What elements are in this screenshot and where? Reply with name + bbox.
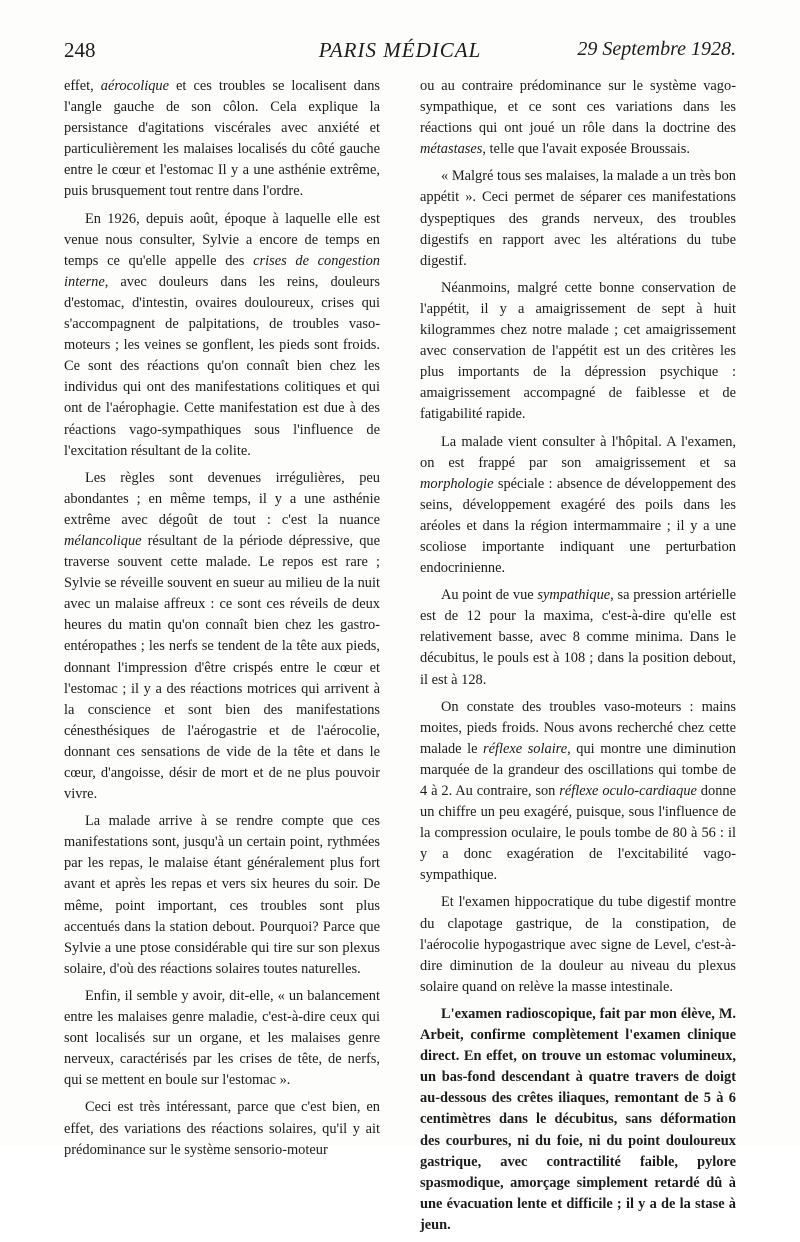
page-number: 248 — [64, 38, 96, 62]
text-run: La malade arrive à se rendre compte que ces manifestations sont, jusqu'à un certain point, rythmées par les repas, le malaise étant généralement plus fort avant et après les repas et vers six heures du soir. De même, point important, ces troubles sont plus accentués dans la station debout. Pourquoi? Parce que Sylvie a une ptose considérable qui tire sur son plexus solaire, d'où des réactions solaires toutes naturelles. — [64, 813, 380, 977]
text-run: Néanmoins, malgré cette bonne conservation de l'appétit, il y a amaigrissement de sept à huit kilogrammes chez notre malade ; cet amaigrissement avec conservation de l'appétit est un des critères les plus importants de la dépression psychique : amaigrissement accompagné de faiblesse et de fatigabilité rapide. — [420, 279, 736, 423]
paragraph — [64, 811, 380, 980]
italic-term: mélancolique — [64, 532, 142, 549]
italic-term: métastases — [420, 141, 483, 158]
text-run: , qui montre une diminution marquée de la grandeur des oscillations qui tombe de 4 à 2. Au contraire, son — [420, 740, 736, 799]
paragraph — [420, 892, 736, 997]
italic-term: réflexe solaire — [483, 740, 568, 757]
italic-term: sympathique — [537, 587, 611, 604]
text-run: L'examen radioscopique, fait par mon élève, M. Arbeit, confirme complètement l'examen clinique direct. En effet, on trouve un estomac volumineux, un bas-fond descendant à quatre travers de doigt au-dessous des crêtes iliaques, remontant de 5 à 6 centimètres dans le décubitus, sans déformation des courbures, ni du foie, ni du point douloureux gastrique, avec contractilité faible, pylore spasmodique, amorçage simplement retardé dû à une évacuation lente et difficile ; il y a de la stase à jeun. — [420, 1005, 736, 1233]
text-run: En 1926, depuis août, époque à laquelle elle est venue nous consulter, Sylvie a encore de temps en temps ce qu'elle appelle des — [64, 210, 380, 269]
paragraph — [420, 76, 736, 160]
paragraph — [420, 697, 736, 887]
paragraph — [420, 432, 736, 580]
text-run: et ces troubles se localisent dans l'angle gauche de son côlon. Cela explique la persistance d'agitations viscérales avec anxiété et particulièrement les malaises localisés du côté gauche entre le cœur et l'estomac Il y a une asthénie extrême, puis brusquement tout rentre dans l'ordre. — [64, 78, 380, 200]
italic-term: morphologie — [420, 475, 494, 492]
text-run: , telle que l'avait exposée Broussais. — [482, 141, 690, 158]
text-run: Et l'examen hippocratique du tube digestif montre du clapotage gastrique, de la constipation, de l'aérocolie hypogastrique avec signe de Level, c'est-à-dire diminution de la douleur au niveau du plexus solaire quand on relève la masse intestinale. — [420, 894, 736, 995]
paragraph — [64, 209, 380, 462]
italic-term: aérocolique — [100, 78, 169, 94]
left-column — [64, 76, 380, 1167]
paragraph — [420, 585, 736, 690]
italic-term: crises de congestion interne — [64, 252, 381, 290]
paragraph — [420, 278, 736, 426]
italic-term: réflexe oculo-cardiaque — [559, 783, 697, 799]
paragraph — [64, 468, 380, 806]
paragraph — [64, 1097, 380, 1160]
text-run: Ceci est très intéressant, parce que c'est bien, en effet, des variations des réactions solaires, qu'il y ait prédominance sur le système sensorio-moteur — [64, 1099, 380, 1158]
issue-date: 29 Septembre 1928. — [577, 38, 736, 60]
paragraph — [420, 166, 736, 271]
right-column — [420, 76, 736, 1242]
text-run: « Malgré tous ses malaises, la malade a un très bon appétit ». Ceci permet de séparer ces manifestations dyspeptiques des grands nerveux, des troubles digestifs en rapport avec les altérations du tube digestif. — [420, 168, 736, 269]
text-run: spéciale : absence de développement des seins, développement exagéré des poils dans les aréoles et dans la région intermammaire ; il y a une scoliose importante indiquant une perturbation endocrinienne. — [420, 475, 736, 577]
text-run: Enfin, il semble y avoir, dit-elle, « un balancement entre les malaises genre maladie, c'est-à-dire ceux qui sont localisés sur un organe, et les malaises genre nerveux, caractérisés par les crises de tête, de nerfs, qui se mettent en boule sur l'estomac ». — [64, 987, 380, 1089]
text-run: La malade vient consulter à l'hôpital. A l'examen, on est frappé par son amaigrissement et sa — [420, 433, 736, 471]
paragraph — [64, 986, 380, 1091]
text-run: ou au contraire prédominance sur le système vago-sympathique, et ce sont ces variations dans les réactions qui ont joué un rôle dans la doctrine des — [420, 78, 736, 137]
journal-title: PARIS MÉDICAL — [318, 38, 482, 62]
text-run: Les règles sont devenues irrégulières, peu abondantes ; en même temps, il y a une asthénie extrême avec dégoût de tout : c'est la nuance — [64, 469, 380, 528]
text-run: Au point de vue — [441, 587, 538, 604]
text-run: , avec douleurs dans les reins, douleurs d'estomac, d'intestin, ovaires douloureux, crises qui s'accompagnent de palpitations, de troubles vaso-moteurs ; les veines se gonflent, les pieds sont froids. Ce sont des réactions qu'on connaît bien chez les individus qui ont des manifestations colitiques et qui ont de l'aérophagie. Cette manifestation est due à des réactions vago-sympathiques sous l'influence de l'excitation résultant de la colite. — [64, 273, 380, 459]
text-run: résultant de la période dépressive, que traverse souvent cette malade. Le repos est rare ; Sylvie se réveille souvent en sueur au milieu de la nuit avec un malaise affreux : ce sont ces réveils de deux heures du matin qu'on connaît bien chez les gastro-entéropathes ; les nerfs se tendent de la tête aux pieds, donnant l'impression d'être crispés entre le cœur et l'estomac ; il y a des réactions motrices qui arrivent à la conscience et sont bien des manifestations cénesthésiques de l'aérogastrie et de l'aérocolie, donnant ces sensations de vide de la tête et dans le cœur, d'angoisse, désir de mort et de ne plus pouvoir vivre. — [64, 532, 380, 803]
text-run: On constate des troubles vaso-moteurs : mains moites, pieds froids. Nous avons recherché chez cette malade le — [420, 698, 736, 757]
running-header — [64, 38, 736, 68]
text-run: donne un chiffre un peu exagéré, puisque, sous l'influence de la compression oculaire, le pouls tombe de 80 à 56 : il y a donc exagération de l'excitabilité vago-sympathique. — [420, 783, 736, 884]
text-run: effet, — [64, 78, 101, 94]
paragraph — [420, 1004, 736, 1236]
paragraph — [64, 76, 380, 203]
text-run: , sa pression artérielle est de 12 pour la maxima, c'est-à-dire qu'elle est relativement basse, avec 8 comme minima. Dans le décubitus, le pouls est à 108 ; dans la position debout, il est à 128. — [420, 587, 737, 688]
